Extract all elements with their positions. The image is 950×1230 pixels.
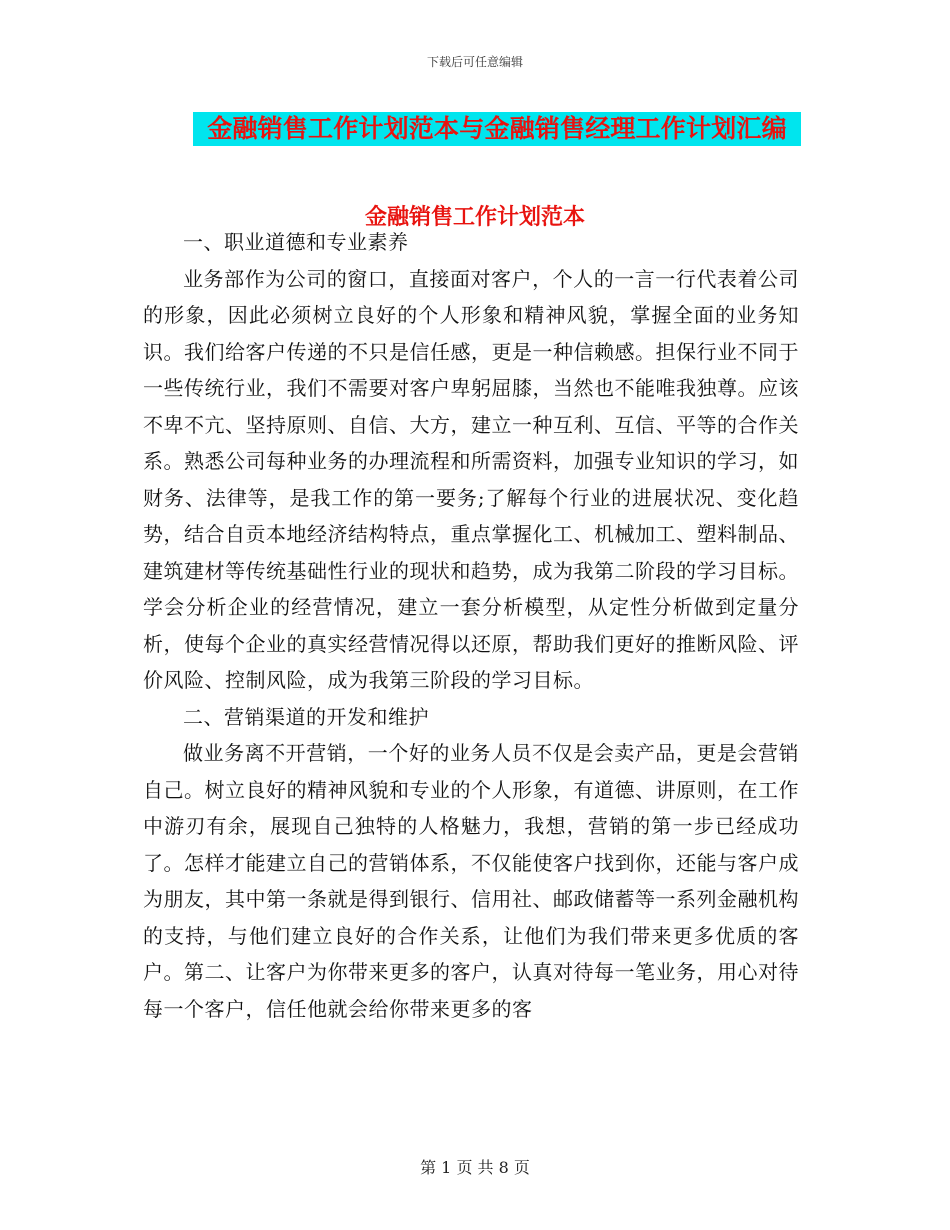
- document-title: 金融销售工作计划范本与金融销售经理工作计划汇编: [193, 112, 801, 146]
- heading-ethics: 一、职业道德和专业素养: [183, 230, 409, 254]
- paragraph-channels: 做业务离不开营销，一个好的业务人员不仅是会卖产品，更是会营销自己。树立良好的精神风貌和专业的个人形象，有道德、讲原则，在工作中游刃有余，展现自己独特的人格魅力，我想，营销的第一步已经成功了。怎样才能建立自己的营销体系，不仅能使客户找到你，还能与客户成为朋友，其中第一条就是得到银行、信用社、邮政储蓄等一系列金融机构的支持，与他们建立良好的合作关系，让他们为我们带来更多优质的客户。第二、让客户为你带来更多的客户，认真对待每一笔业务，用心对待每一个客户，信任他就会给你带来更多的客: [143, 741, 799, 1021]
- section-title: 金融销售工作计划范本: [364, 204, 585, 230]
- heading-channels: 二、营销渠道的开发和维护: [183, 704, 429, 729]
- document-body: [143, 224, 799, 1027]
- page-header: 下载后可任意编辑: [426, 55, 523, 69]
- page-footer: 第 1 页 共 8 页: [420, 1158, 530, 1177]
- paragraph-ethics: 业务部作为公司的窗口，直接面对客户，个人的一言一行代表着公司的形象，因此必须树立良好的个人形象和精神风貌，掌握全面的业务知识。我们给客户传递的不只是信任感，更是一种信赖感。担保行业不同于一些传统行业，我们不需要对客户卑躬屈膝，当然也不能唯我独尊。应该不卑不亢、坚持原则、自信、大方，建立一种互利、互信、平等的合作关系。熟悉公司每种业务的办理流程和所需资料，加强专业知识的学习，如财务、法律等，是我工作的第一要务;了解每个行业的进展状况、变化趋势，结合自贡本地经济结构特点，重点掌握化工、机械加工、塑料制品、建筑建材等传统基础性行业的现状和趋势，成为我第二阶段的学习目标。学会分析企业的经营情况，建立一套分析模型，从定性分析做到定量分析，使每个企业的真实经营情况得以还原，帮助我们更好的推断风险、评价风险、控制风险，成为我第三阶段的学习目标。: [143, 266, 799, 692]
